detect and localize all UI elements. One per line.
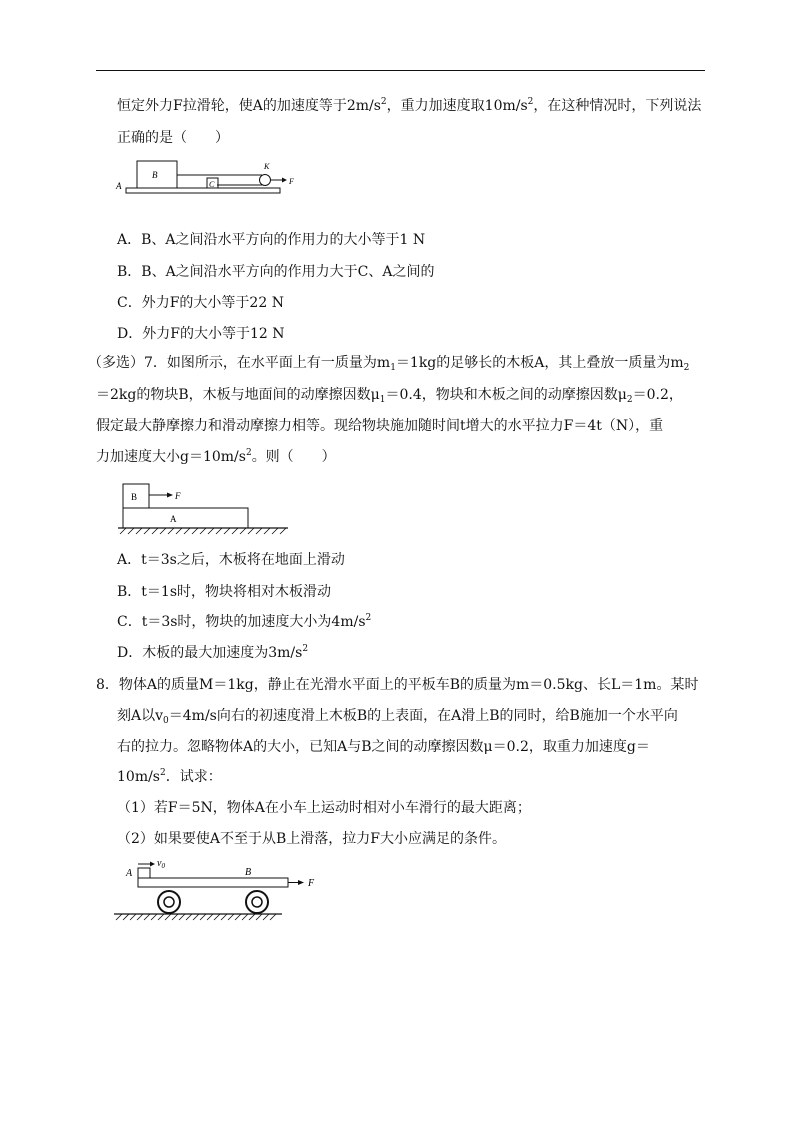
hub	[252, 897, 262, 907]
text: ＝0.2，	[632, 387, 683, 403]
sup: 2	[365, 613, 372, 623]
label-f: F	[175, 491, 181, 501]
q8-stem-line2	[117, 706, 678, 726]
q7-stem-line2	[96, 385, 683, 405]
text: 。则（ ）	[251, 449, 336, 465]
text: ．试求：	[165, 769, 222, 785]
text: 力加速度大小g＝10m/s	[96, 449, 246, 465]
wheel-left-icon	[158, 891, 180, 913]
board-a	[123, 508, 248, 528]
header-rule	[96, 70, 705, 71]
q7-stem-line1	[88, 353, 689, 373]
text: C．t＝3s时，物块的加速度大小为4m/s	[117, 614, 366, 630]
text: ＝4m/s向右的初速度滑上木板B的上表面，在A滑上B的同时，给B施加一个水平向	[168, 708, 678, 724]
sup: 2	[302, 644, 309, 654]
sup: 2	[245, 448, 252, 458]
text: ＝2kg的物块B，木板与地面间的动摩擦因数μ	[96, 387, 380, 403]
hub	[164, 897, 174, 907]
block-a	[138, 868, 150, 878]
text: 10m/s	[117, 769, 160, 785]
q8-figure	[112, 856, 337, 926]
q8-stem-line3: 右的拉力。忽略物体A的大小，已知A与B之间的动摩擦因数μ＝0.2，取重力加速度g＝	[117, 739, 650, 755]
ground-hatch	[116, 914, 276, 920]
q7-option-d	[117, 643, 308, 663]
label-a: A	[116, 181, 122, 191]
q6-option-b: B．B、A之间沿水平方向的作用力大于C、A之间的	[117, 264, 435, 280]
label-b: B	[245, 867, 252, 878]
arrow-head-icon	[167, 493, 173, 498]
label-a: A	[126, 868, 133, 879]
text: ＝0.4，物块和木板之间的动摩擦因数μ	[385, 387, 627, 403]
q6-option-c: C．外力F的大小等于22 N	[117, 295, 284, 311]
q6-stem-line2: 正确的是（ ）	[117, 130, 229, 146]
arrow-head-icon	[298, 880, 304, 885]
sub: 0	[163, 716, 169, 726]
q8-stem-line4	[117, 767, 222, 787]
q8-sub1: （1）若F＝5N，物体A在小车上运动时相对小车滑行的最大距离；	[117, 800, 531, 816]
sup: 2	[527, 97, 534, 107]
text: 恒定外力F拉滑轮，使A的加速度等于2m/s	[117, 98, 381, 114]
label-b: B	[131, 492, 138, 502]
label-v0	[157, 858, 165, 870]
q6-option-d: D．外力F的大小等于12 N	[117, 326, 285, 342]
q8-stem-line1: 8．物体A的质量M＝1kg，静止在光滑水平面上的平板车B的质量为m＝0.5kg、长L＝1m。某时	[96, 677, 699, 693]
board-a	[126, 188, 280, 193]
sub: 1	[379, 395, 386, 405]
label-b: B	[152, 170, 158, 180]
text: ，重力加速度取10m/s	[386, 98, 528, 114]
arrow-head-icon	[150, 862, 155, 867]
text: 刻A以v	[117, 708, 164, 724]
q7-stem-line4	[96, 447, 336, 467]
sub: 2	[626, 395, 633, 405]
label-v-sub: 0	[161, 862, 165, 870]
sup: 2	[380, 97, 387, 107]
wheel-right-icon	[246, 891, 268, 913]
label-f: F	[289, 177, 294, 186]
label-f: F	[308, 878, 315, 889]
q7-option-c	[117, 612, 371, 632]
q7-stem-line3: 假定最大静摩擦力和滑动摩擦力相等。现给物块施加随时间t增大的水平拉力F＝4t（N），重	[96, 418, 664, 434]
label-c: C	[209, 180, 215, 189]
sub: 2	[683, 363, 690, 373]
q7-option-a: A．t＝3s之后，木板将在地面上滑动	[117, 552, 345, 568]
q6-option-a: A．B、A之间沿水平方向的作用力的大小等于1 N	[117, 232, 426, 248]
q6-stem-line1	[117, 96, 701, 116]
label-k: K	[264, 162, 270, 171]
sup: 2	[160, 768, 166, 778]
text: ，在这种情况时，下列说法	[533, 98, 702, 114]
pulley-icon	[260, 175, 271, 186]
sub: 1	[390, 363, 396, 373]
arrow-head-icon	[282, 178, 287, 183]
text: ＝1kg的足够长的木板A，其上叠放一质量为m	[395, 355, 684, 371]
q7-option-b: B．t＝1s时，物块将相对木板滑动	[117, 584, 332, 600]
label-a: A	[170, 514, 177, 524]
label-v: v	[157, 858, 162, 869]
ground-hatch	[120, 528, 286, 534]
q6-figure	[112, 158, 302, 200]
cart-b	[138, 878, 288, 887]
text: （多选）7．如图所示，在水平面上有一质量为m	[88, 355, 391, 371]
text: D．木板的最大加速度为3m/s	[117, 645, 303, 661]
q8-sub2: （2）如果要使A不至于从B上滑落，拉力F大小应满足的条件。	[117, 831, 507, 847]
q7-figure	[112, 478, 292, 536]
